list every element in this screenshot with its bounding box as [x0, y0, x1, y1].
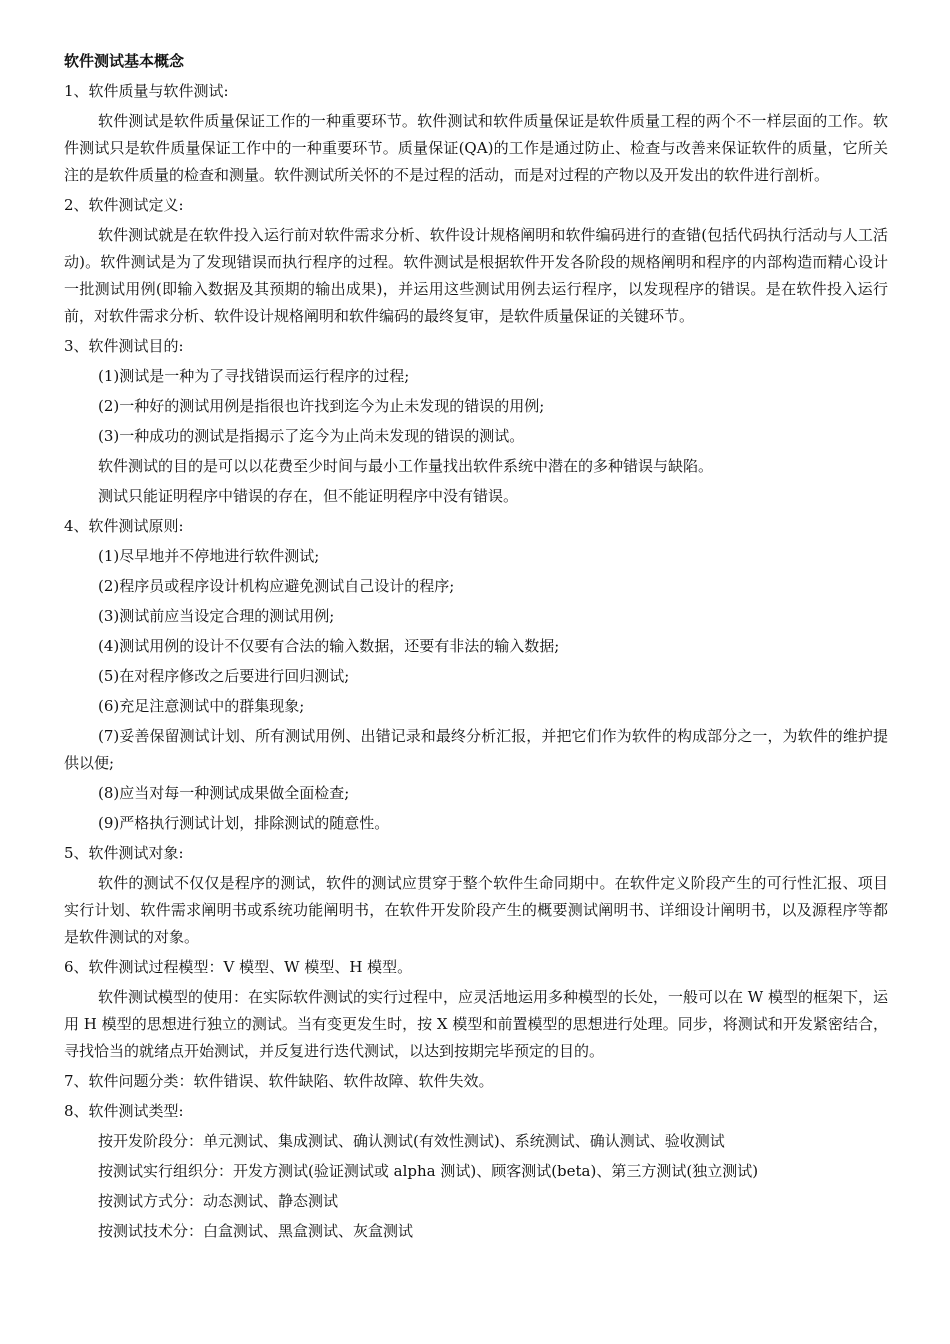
list-item: (2)一种好的测试用例是指很也许找到迄今为止未发现的错误的用例; [98, 397, 545, 415]
section-heading: 5、软件测试对象: [64, 844, 184, 862]
list-item: 软件测试的目的是可以以花费至少时间与最小工作量找出软件系统中潜在的多种错误与缺陷。 [98, 457, 714, 475]
document-body [64, 78, 888, 1245]
list-item: 测试只能证明程序中错误的存在，但不能证明程序中没有错误。 [98, 487, 519, 505]
list-item: 按测试技术分：白盒测试、黑盒测试、灰盒测试 [98, 1222, 414, 1240]
list-item: (2)程序员或程序设计机构应避免测试自己设计的程序; [98, 577, 455, 595]
section-heading: 1、软件质量与软件测试: [64, 82, 229, 100]
section-heading: 6、软件测试过程模型：V 模型、W 模型、H 模型。 [64, 958, 413, 976]
list-item: (3)一种成功的测试是指揭示了迄今为止尚未发现的错误的测试。 [98, 427, 525, 445]
list-item: 按开发阶段分：单元测试、集成测试、确认测试(有效性测试)、系统测试、确认测试、验收测试 [98, 1132, 725, 1150]
list-item: (9)严格执行测试计划，排除测试的随意性。 [98, 814, 390, 832]
list-item: (8)应当对每一种测试成果做全面检查; [98, 784, 350, 802]
paragraph: 软件测试就是在软件投入运行前对软件需求分析、软件设计规格阐明和软件编码进行的查错(包括代码执行活动与人工活动)。软件测试是为了发现错误而执行程序的过程。软件测试是根据软件开发各阶段的规格阐明和程序的内部构造而精心设计一批测试用例(即输入数据及其预期的输出成果)，并运用这些测试用例去运行程序，以发现程序的错误。是在软件投入运行前，对软件需求分析、软件设计规格阐明和软件编码的最终复审，是软件质量保证的关键环节。 [64, 226, 888, 325]
list-item: (6)充足注意测试中的群集现象; [98, 697, 305, 715]
list-item: (7)妥善保留测试计划、所有测试用例、出错记录和最终分析汇报，并把它们作为软件的构成部分之一，为软件的维护提供以便; [64, 727, 888, 772]
list-item: (5)在对程序修改之后要进行回归测试; [98, 667, 350, 685]
paragraph: 软件测试是软件质量保证工作的一种重要环节。软件测试和软件质量保证是软件质量工程的两个不一样层面的工作。软件测试只是软件质量保证工作中的一种重要环节。质量保证(QA)的工作是通过防止、检查与改善来保证软件的质量，它所关注的是软件质量的检查和测量。软件测试所关怀的不是过程的活动，而是对过程的产物以及开发出的软件进行剖析。 [64, 112, 888, 184]
paragraph: 软件的测试不仅仅是程序的测试，软件的测试应贯穿于整个软件生命同期中。在软件定义阶段产生的可行性汇报、项目实行计划、软件需求阐明书或系统功能阐明书，在软件开发阶段产生的概要测试阐明书、详细设计阐明书，以及源程序等都是软件测试的对象。 [64, 874, 888, 946]
list-item: (4)测试用例的设计不仅要有合法的输入数据，还要有非法的输入数据; [98, 637, 560, 655]
section-heading: 2、软件测试定义: [64, 196, 184, 214]
list-item: 按测试实行组织分：开发方测试(验证测试或 alpha 测试)、顾客测试(beta)、第三方测试(独立测试) [98, 1162, 759, 1180]
paragraph: 软件测试模型的使用：在实际软件测试的实行过程中，应灵活地运用多种模型的长处，一般可以在 W 模型的框架下，运用 H 模型的思想进行独立的测试。当有变更发生时，按 X 模型和前置模型的思想进行处理。同步，将测试和开发紧密结合，寻找恰当的就绪点开始测试，并反复进行迭代测试，以达到按期完毕预定的目的。 [64, 988, 888, 1060]
list-item: (1)测试是一种为了寻找错误而运行程序的过程; [98, 367, 410, 385]
section-heading: 3、软件测试目的: [64, 337, 184, 355]
list-item: (1)尽早地并不停地进行软件测试; [98, 547, 320, 565]
list-item: 按测试方式分：动态测试、静态测试 [98, 1192, 339, 1210]
section-heading: 8、软件测试类型: [64, 1102, 184, 1120]
section-heading: 4、软件测试原则: [64, 517, 184, 535]
document-title: 软件测试基本概念 [64, 52, 185, 70]
list-item: (3)测试前应当设定合理的测试用例; [98, 607, 335, 625]
section-heading: 7、软件问题分类：软件错误、软件缺陷、软件故障、软件失效。 [64, 1072, 494, 1090]
